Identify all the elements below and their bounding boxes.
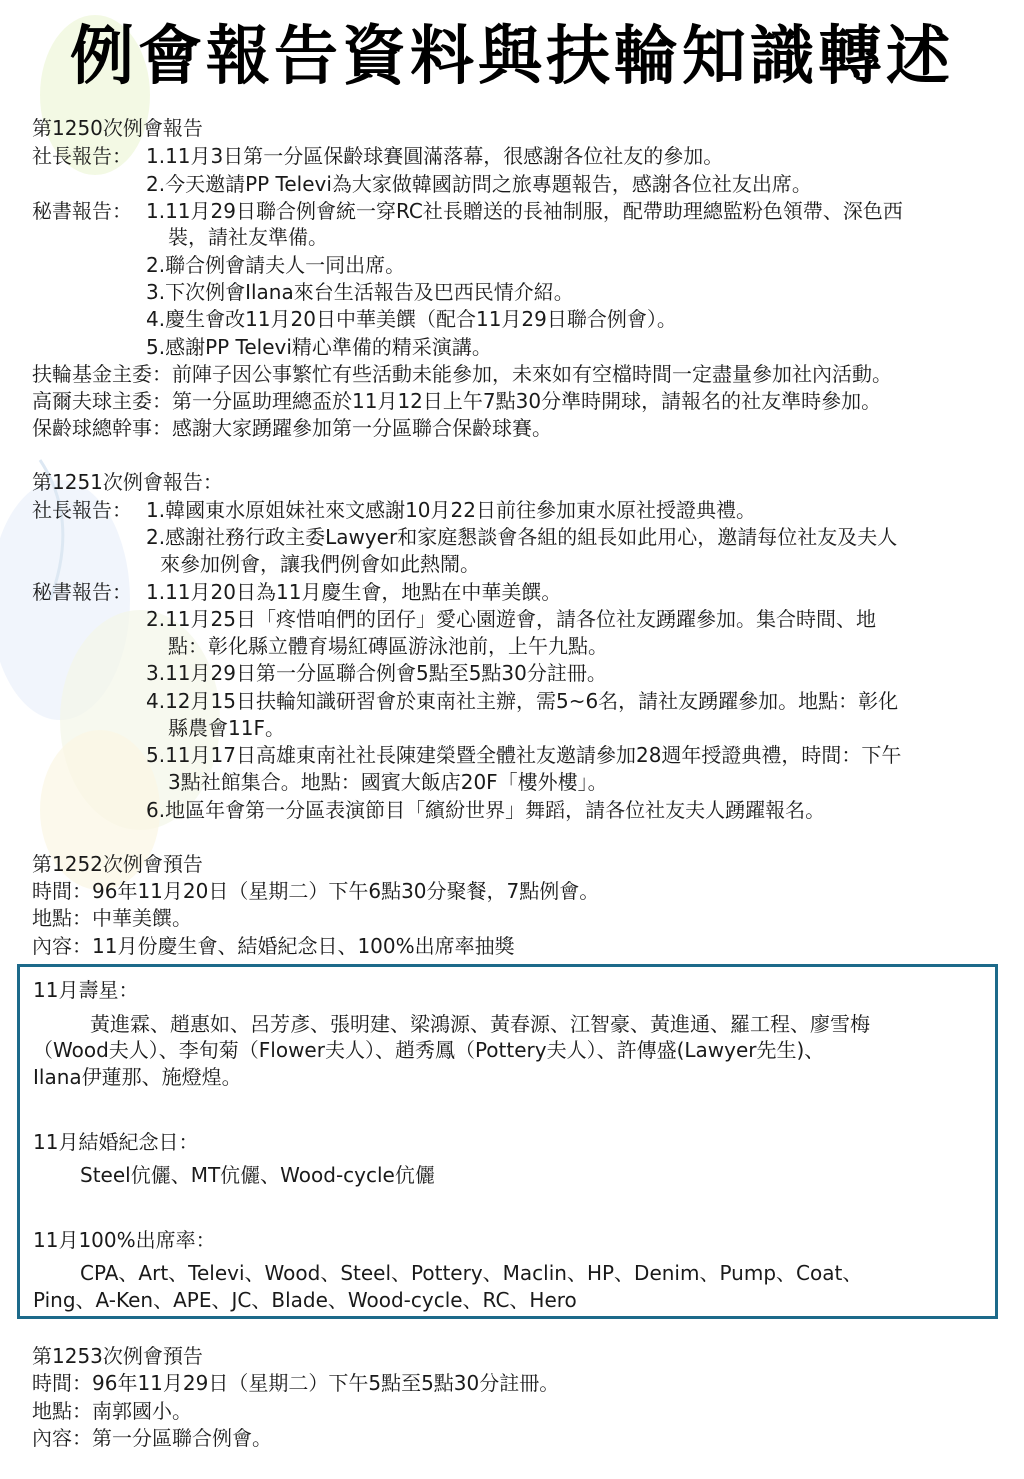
list-item: 點：彰化縣立體育場紅磚區游泳池前，上午九點。 (168, 634, 608, 658)
secretary-label: 秘書報告： (32, 580, 132, 604)
list-item: 1.11月20日為11月慶生會，地點在中華美饌。 (146, 580, 562, 604)
meeting-1250-heading: 第1250次例會報告 (32, 116, 203, 140)
meeting-1253-place: 地點：南郭國小。 (32, 1399, 192, 1423)
list-item: 2.聯合例會請夫人一同出席。 (146, 253, 406, 277)
list-item: 3.11月29日第一分區聯合例會5點至5點30分註冊。 (146, 661, 607, 685)
list-item: 2.感謝社務行政主委Lawyer和家庭懇談會各組的組長如此用心，邀請每位社友及夫人 (146, 525, 898, 549)
list-item: 4.慶生會改11月20日中華美饌（配合11月29日聯合例會）。 (146, 307, 677, 331)
list-item: 1.11月3日第一分區保齡球賽圓滿落幕，很感謝各位社友的參加。 (146, 144, 724, 168)
meeting-1252-time: 時間：96年11月20日（星期二）下午6點30分聚餐，7點例會。 (32, 879, 600, 903)
wedding-line: Steel伉儷、MT伉儷、Wood-cycle伉儷 (80, 1163, 435, 1187)
birthday-line: 黃進霖、趙惠如、呂芳彥、張明建、梁鴻源、黃春源、江智豪、黃進通、羅工程、廖雪梅 (90, 1012, 870, 1036)
president-label: 社長報告： (32, 144, 132, 168)
meeting-1252-content: 內容：11月份慶生會、結婚紀念日、100%出席率抽獎 (32, 934, 515, 958)
list-item: 3點社館集合。地點：國賓大飯店20F「樓外樓」。 (168, 770, 608, 794)
list-item: 裝，請社友準備。 (168, 225, 328, 249)
list-item: 1.11月29日聯合例會統一穿RC社長贈送的長袖制服，配帶助理總監粉色領帶、深色西 (146, 199, 903, 223)
list-item: 6.地區年會第一分區表演節目「繽紛世界」舞蹈，請各位社友夫人踴躍報名。 (146, 798, 826, 822)
attendance-line: CPA、Art、Televi、Wood、Steel、Pottery、Maclin、HP、Denim、Pump、Coat、 (80, 1261, 863, 1285)
list-item: 1.韓國東水原姐妹社來文感謝10月22日前往參加東水原社授證典禮。 (146, 498, 756, 522)
list-item: 2.今天邀請PP Televi為大家做韓國訪問之旅專題報告，感謝各位社友出席。 (146, 172, 812, 196)
meeting-1251-heading: 第1251次例會報告： (32, 470, 223, 494)
list-item: 2.11月25日「疼惜咱們的囝仔」愛心園遊會，請各位社友踴躍參加。集合時間、地 (146, 607, 876, 631)
meeting-1250-president-row (32, 142, 1010, 170)
wedding-heading: 11月結婚紀念日： (33, 1130, 199, 1154)
list-item: 3.下次例會Ilana來台生活報告及巴西民情介紹。 (146, 280, 574, 304)
birthday-line: （Wood夫人）、李旬菊（Flower夫人）、趙秀鳳（Pottery夫人）、許傳盛(Lawyer先生)、 (33, 1038, 825, 1062)
attendance-line: Ping、A-Ken、APE、JC、Blade、Wood-cycle、RC、Hero (33, 1288, 577, 1312)
birthday-line: Ilana伊蓮那、施燈煌。 (33, 1065, 242, 1089)
birthday-heading: 11月壽星： (33, 978, 139, 1002)
golf-report: 高爾夫球主委：第一分區助理總盃於11月12日上午7點30分準時開球，請報名的社友準時參加。 (32, 389, 882, 413)
meeting-1252-heading: 第1252次例會預告 (32, 852, 203, 876)
page-title: 例會報告資料與扶輪知識轉述 (70, 19, 954, 94)
bowling-report: 保齡球總幹事：感謝大家踴躍參加第一分區聯合保齡球賽。 (32, 416, 552, 440)
foundation-report: 扶輪基金主委：前陣子因公事繁忙有些活動未能參加，未來如有空檔時間一定盡量參加社內活動。 (32, 362, 892, 386)
meeting-1253-heading: 第1253次例會預告 (32, 1344, 203, 1368)
meeting-1251-president-row (32, 496, 1010, 524)
meeting-1252-place: 地點：中華美饌。 (32, 906, 192, 930)
list-item: 來參加例會，讓我們例會如此熱鬧。 (160, 552, 480, 576)
list-item: 縣農會11F。 (168, 716, 285, 740)
list-item: 5.感謝PP Televi精心準備的精采演講。 (146, 335, 492, 359)
secretary-label: 秘書報告： (32, 199, 132, 223)
meeting-1251-secretary-row (32, 578, 1010, 606)
attendance-heading: 11月100%出席率： (33, 1228, 216, 1252)
list-item: 4.12月15日扶輪知識研習會於東南社主辦，需5~6名，請社友踴躍參加。地點：彰化 (146, 689, 899, 713)
list-item: 5.11月17日高雄東南社社長陳建榮暨全體社友邀請參加28週年授證典禮，時間：下午 (146, 743, 902, 767)
meeting-1250-secretary-row (32, 197, 1010, 225)
meeting-1253-time: 時間：96年11月29日（星期二）下午5點至5點30分註冊。 (32, 1371, 560, 1395)
president-label: 社長報告： (32, 498, 132, 522)
november-highlights-box (17, 964, 998, 1319)
meeting-1253-content: 內容：第一分區聯合例會。 (32, 1426, 272, 1450)
